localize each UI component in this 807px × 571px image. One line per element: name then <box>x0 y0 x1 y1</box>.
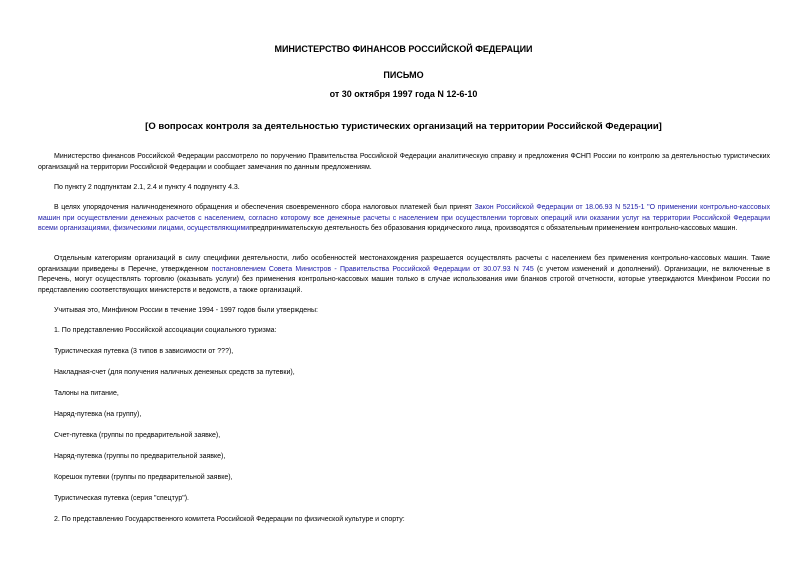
paragraph-categories-end: (с учетом изменений и дополнений). Организации, не включенные в Перечень, могут осуществлять торговлю (оказывать услуги) без применения контрольно-кассовых машин только в случае использования ими бланков строгой отчетности, которые утверждаются Минфином России по представлению соответствующих министерств и ведомств, а также организаций. <box>38 265 771 294</box>
list-item: Наряд-путевка (группы по предварительной заявке), <box>54 453 226 460</box>
list-item: Корешок путевки (группы по предварительной заявке), <box>54 474 233 481</box>
law-5215-1-link[interactable]: Закон Российской Федерации от 18.06.93 N 5215-1 "О применении контрольно-кассовых машин при осуществлении денежных расчетов с населением, согласно которому все денежные расчеты с населением при осуществлении торговых операций или оказании услуг на территории Российской Федерации всеми организациями, физическими лицами, осуществляющими <box>38 204 770 232</box>
paragraph-law-end: предпринимательскую деятельность без образования юридического лица, производятся с обязательным применением контрольно-кассовых машин. <box>249 225 738 232</box>
list-item: Талоны на питание, <box>54 390 119 397</box>
section-2-heading: 2. По представлению Государственного комитета Российской Федерации по физической культуре и спорту: <box>54 516 405 523</box>
resolution-745-link[interactable]: постановлением Совета Министров - Правительства Российской Федерации от 30.07.93 N 745 <box>211 265 534 273</box>
paragraph-intro: Министерство финансов Российской Федерации рассмотрело по поручению Правительства Российской Федерации аналитическую справку и предложения ФСНП России по контролю за деятельностью туристических организаций на территории Российской Федерации и сообщает замечания по данным предложениям. <box>38 153 770 171</box>
list-item: Туристическая путевка (серия "спецтур"). <box>54 495 189 502</box>
list-item: Наряд-путевка (на группу), <box>54 411 142 418</box>
doc-type-heading: ПИСЬМО <box>383 70 424 80</box>
ministry-heading: МИНИСТЕРСТВО ФИНАНСОВ РОССИЙСКОЙ ФЕДЕРАЦИИ <box>274 44 533 54</box>
section-1-heading: 1. По представлению Российской ассоциации социального туризма: <box>54 327 277 334</box>
paragraph-approved: Учитывая это, Минфином России в течение 1994 - 1997 годов были утверждены: <box>54 307 318 314</box>
document-title: [О вопросах контроля за деятельностью туристических организаций на территории Российской Федерации] <box>145 121 662 132</box>
list-item: Счет-путевка (группы по предварительной заявке), <box>54 432 221 439</box>
list-item: Накладная-счет (для получения наличных денежных средств за путевки), <box>54 369 295 376</box>
paragraph-point-ref: По пункту 2 подпунктам 2.1, 2.4 и пункту 4 подпункту 4.3. <box>54 184 240 191</box>
paragraph-law <box>38 203 770 235</box>
list-item: Туристическая путевка (3 типов в зависимости от ???), <box>54 348 234 355</box>
paragraph-categories <box>38 254 770 296</box>
date-number-heading: от 30 октября 1997 года N 12-6-10 <box>329 89 478 99</box>
paragraph-categories-start: Отдельным категориям организаций в силу специфики деятельности, либо особенностей местонахождения разрешается осуществлять расчеты с населением без применения контрольно-кассовых машин. Такие организации приведены в Перечне, утвержденном <box>38 255 770 273</box>
paragraph-law-start: В целях упорядочения наличноденежного обращения и обеспечения своевременного сбора налоговых платежей был принят <box>54 204 475 211</box>
